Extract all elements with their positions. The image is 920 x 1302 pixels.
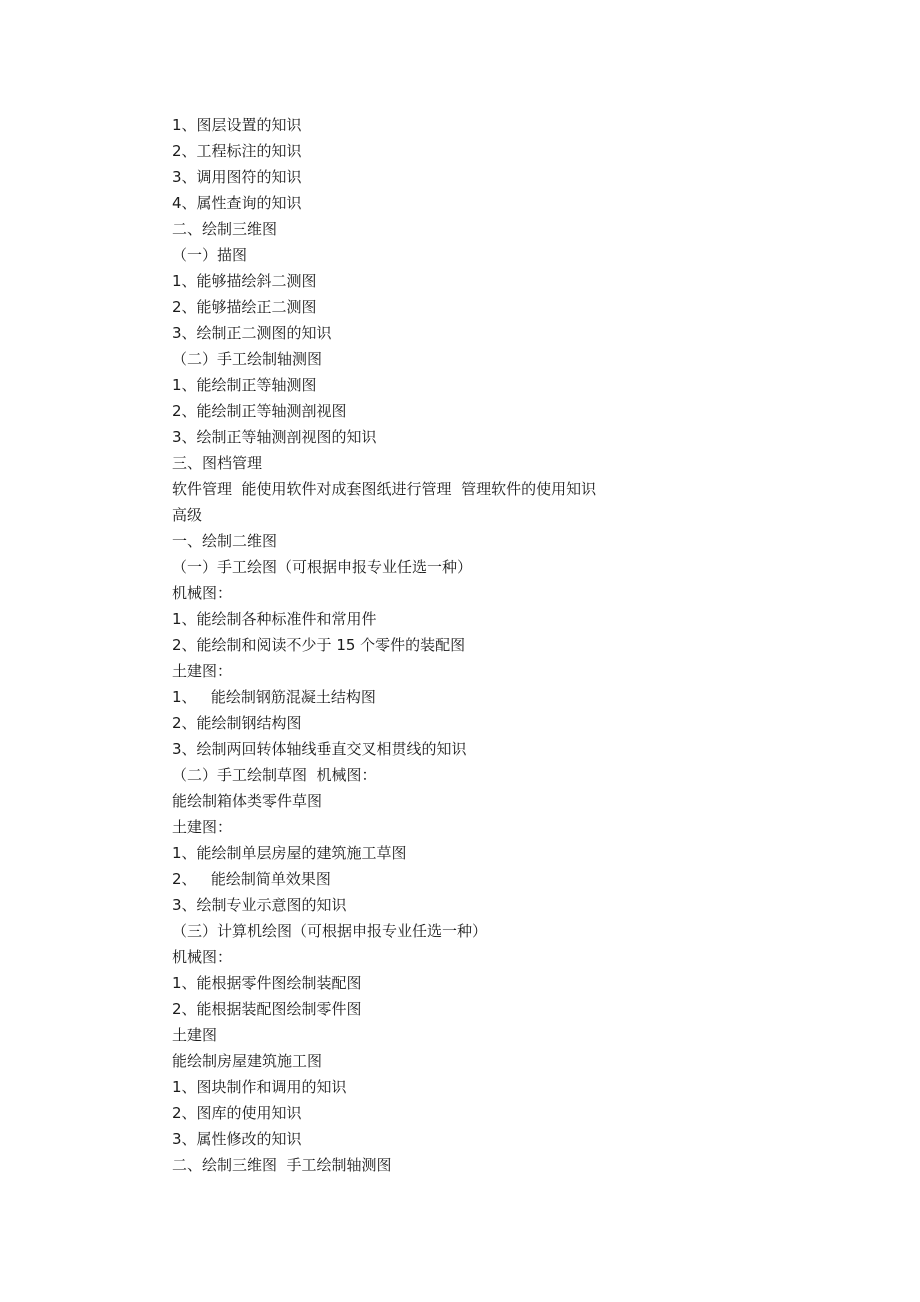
text-line: 能绘制房屋建筑施工图 xyxy=(172,1052,323,1070)
text-line: 3、绘制正二测图的知识 xyxy=(172,324,332,342)
subsection-heading: （一）描图 xyxy=(172,246,248,264)
section-heading: 一、绘制二维图 xyxy=(172,532,278,550)
section-heading: 二、绘制三维图 xyxy=(172,220,278,238)
text-line: 1、能根据零件图绘制装配图 xyxy=(172,974,362,992)
text-line: 2、 能绘制简单效果图 xyxy=(172,870,331,888)
text-line: 1、能够描绘斜二测图 xyxy=(172,272,317,290)
category-label: 土建图： xyxy=(172,818,233,836)
subsection-heading: （二）手工绘制轴测图 xyxy=(172,350,323,368)
category-label: 土建图 xyxy=(172,1026,218,1044)
text-line: 1、 能绘制钢筋混凝土结构图 xyxy=(172,688,376,706)
category-label: 机械图： xyxy=(172,948,233,966)
category-label: 机械图： xyxy=(172,584,233,602)
text-line: 2、能够描绘正二测图 xyxy=(172,298,317,316)
text-line: 3、属性修改的知识 xyxy=(172,1130,302,1148)
text-line: 2、图库的使用知识 xyxy=(172,1104,302,1122)
text-line: 2、工程标注的知识 xyxy=(172,142,302,160)
subsection-heading: （二）手工绘制草图 机械图： xyxy=(172,766,377,784)
text-line: 2、能绘制钢结构图 xyxy=(172,714,302,732)
text-line: 软件管理 能使用软件对成套图纸进行管理 管理软件的使用知识 xyxy=(172,480,597,498)
text-line: 1、图层设置的知识 xyxy=(172,116,302,134)
category-label: 土建图： xyxy=(172,662,233,680)
text-line: 3、绘制专业示意图的知识 xyxy=(172,896,347,914)
section-heading: 二、绘制三维图 手工绘制轴测图 xyxy=(172,1156,392,1174)
text-line: 1、能绘制正等轴测图 xyxy=(172,376,317,394)
subsection-heading: （一）手工绘图（可根据申报专业任选一种） xyxy=(172,558,473,576)
document-body xyxy=(172,112,872,1178)
text-line: 3、调用图符的知识 xyxy=(172,168,302,186)
text-line: 3、绘制两回转体轴线垂直交叉相贯线的知识 xyxy=(172,740,467,758)
text-line: 3、绘制正等轴测剖视图的知识 xyxy=(172,428,377,446)
text-line: 1、能绘制各种标准件和常用件 xyxy=(172,610,377,628)
text-line: 1、图块制作和调用的知识 xyxy=(172,1078,347,1096)
subsection-heading: （三）计算机绘图（可根据申报专业任选一种） xyxy=(172,922,488,940)
text-line: 能绘制箱体类零件草图 xyxy=(172,792,323,810)
text-line: 4、属性查询的知识 xyxy=(172,194,302,212)
section-heading: 三、图档管理 xyxy=(172,454,263,472)
level-heading: 高级 xyxy=(172,506,203,524)
text-line: 2、能绘制正等轴测剖视图 xyxy=(172,402,347,420)
text-line: 1、能绘制单层房屋的建筑施工草图 xyxy=(172,844,407,862)
text-line: 2、能绘制和阅读不少于 15 个零件的装配图 xyxy=(172,636,466,654)
text-line: 2、能根据装配图绘制零件图 xyxy=(172,1000,362,1018)
